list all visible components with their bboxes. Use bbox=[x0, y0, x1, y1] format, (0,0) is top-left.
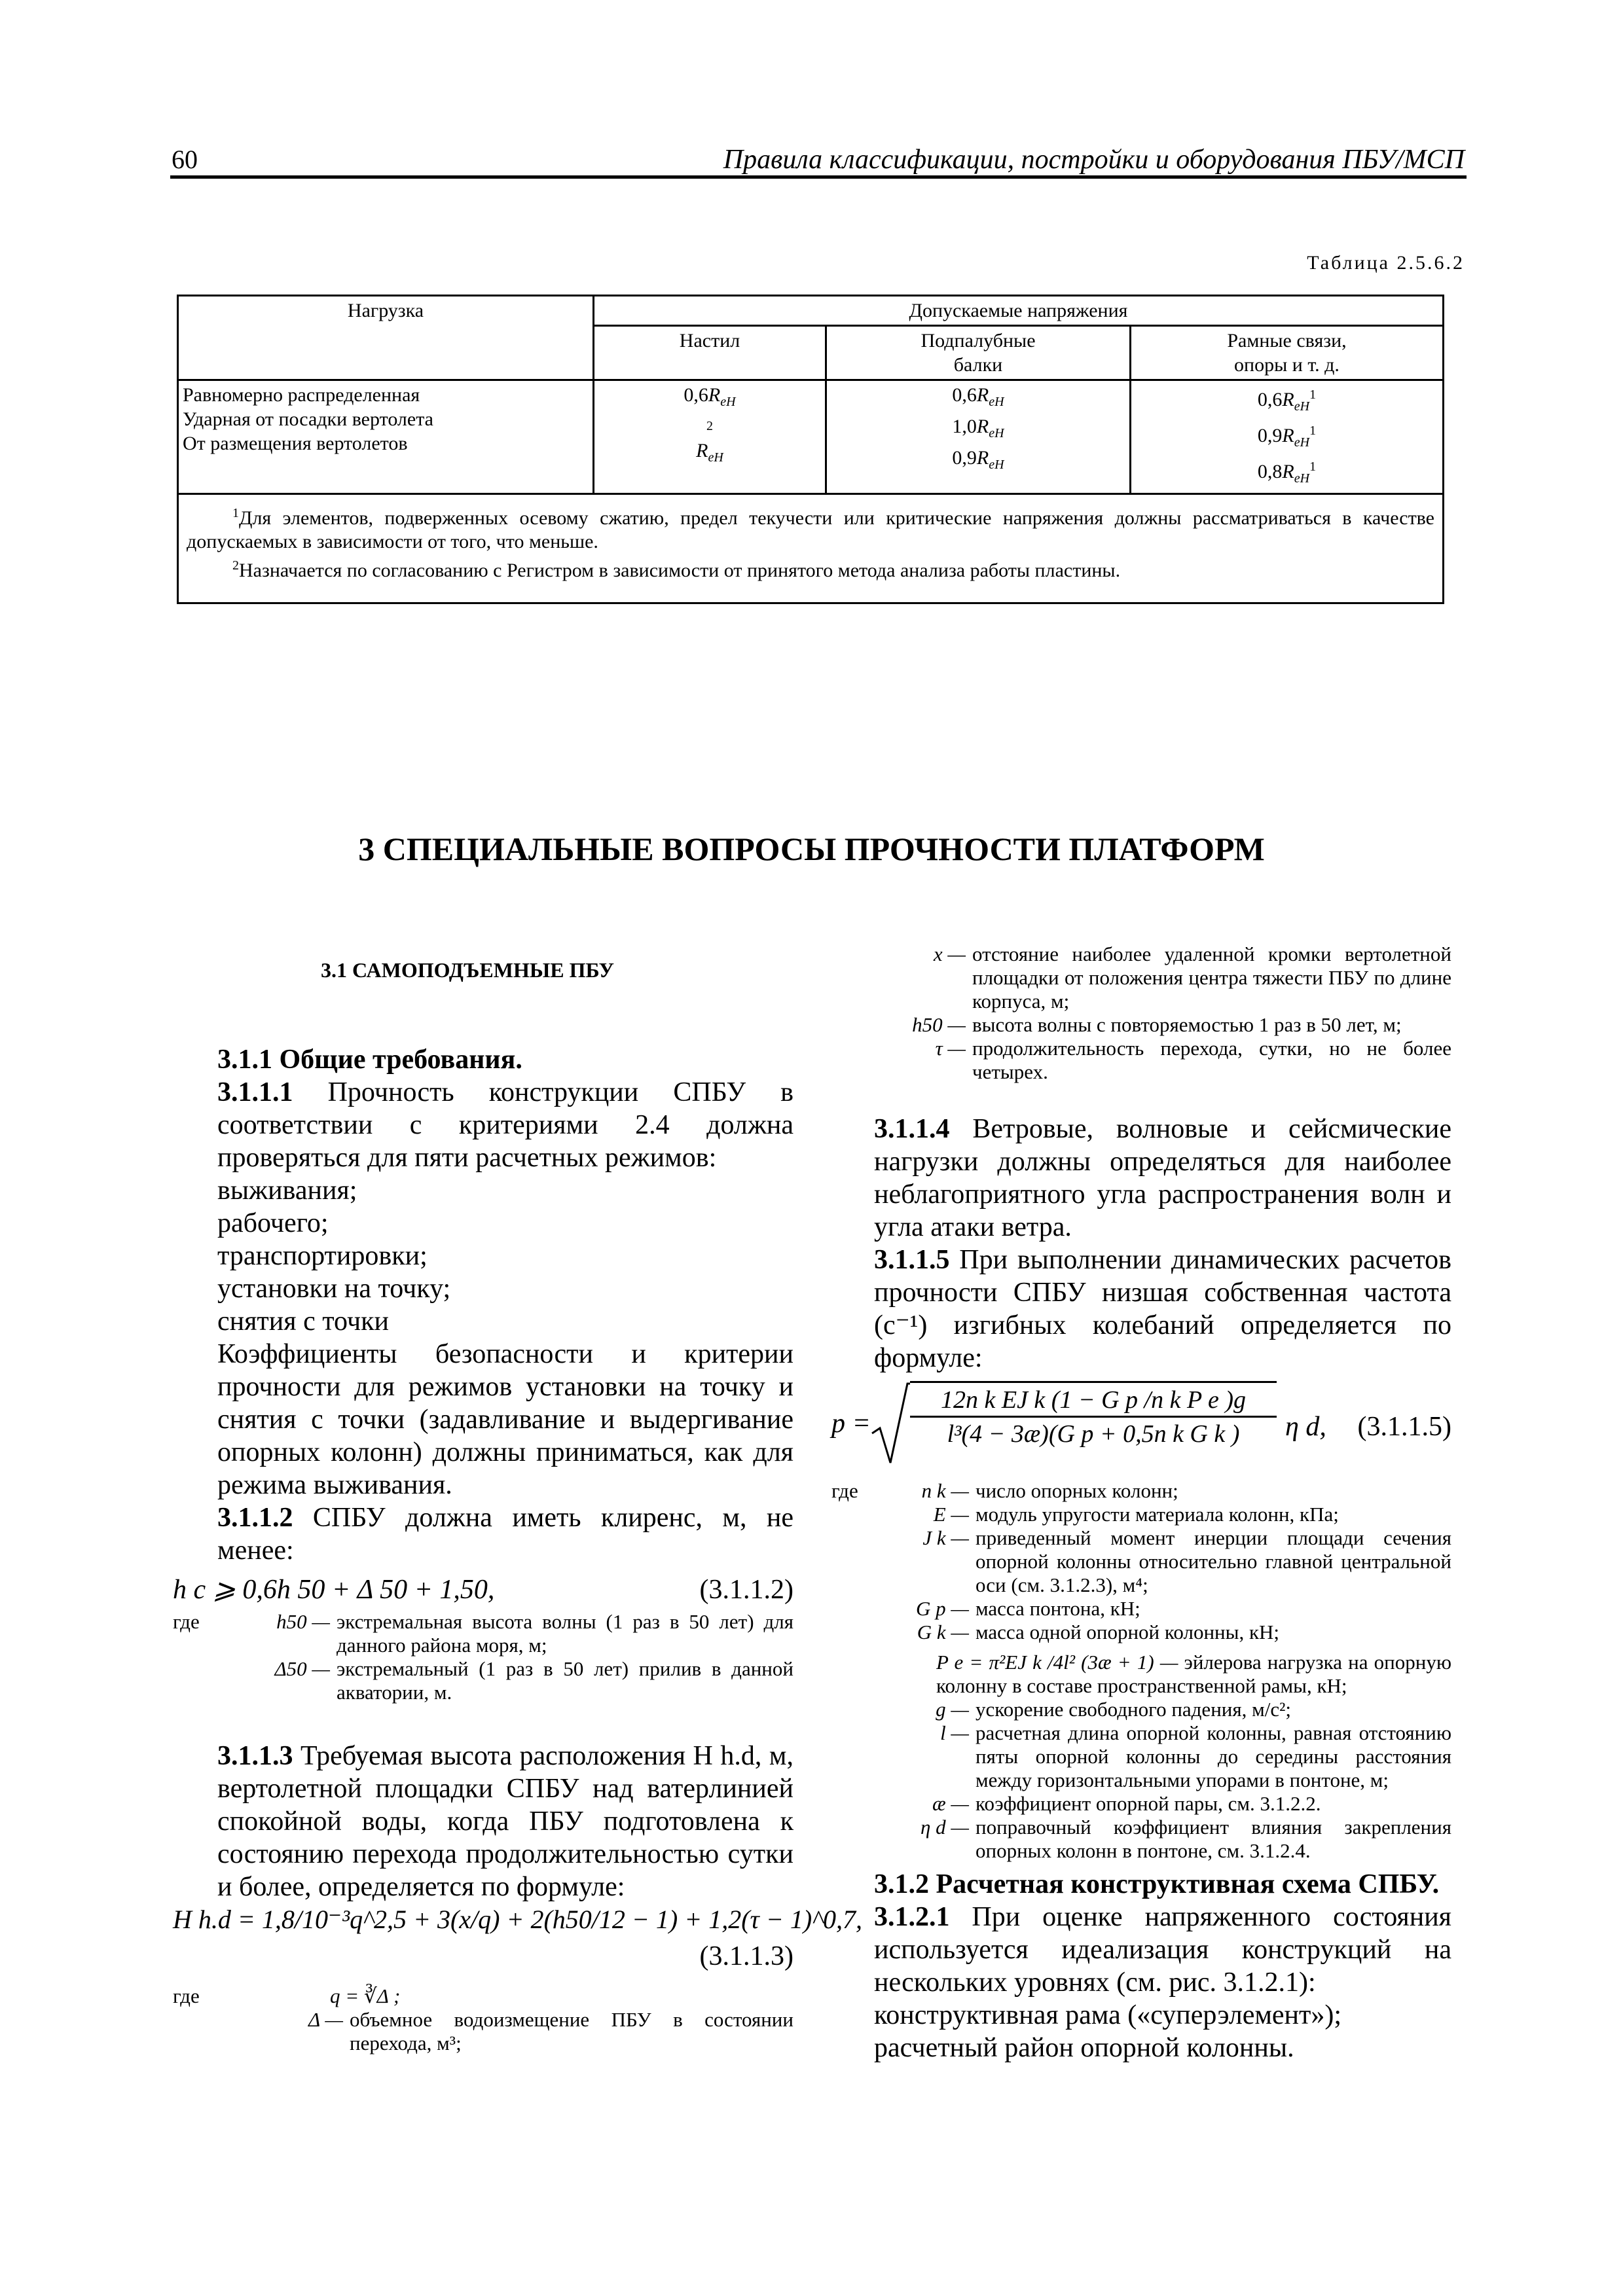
symbol-sub: eH bbox=[720, 395, 736, 409]
def-symbol: g — bbox=[936, 1698, 969, 1721]
def-text: экстремальный (1 раз в 50 лет) прилив в данной акватории, м. bbox=[337, 1657, 793, 1704]
def-item bbox=[831, 1526, 1451, 1597]
def-item bbox=[831, 1698, 1451, 1721]
section-title: 3 СПЕЦИАЛЬНЫЕ ВОПРОСЫ ПРОЧНОСТИ ПЛАТФОРМ bbox=[358, 831, 1265, 867]
def-symbol: q = ∛Δ ; bbox=[330, 1984, 401, 2007]
def-item bbox=[173, 1657, 793, 1704]
beams-row-1 bbox=[831, 383, 1125, 414]
formula-3115-number: (3.1.1.5) bbox=[1357, 1412, 1451, 1442]
deck-value-1: 0,6 bbox=[684, 384, 708, 406]
def-symbol: h50 — bbox=[912, 1013, 966, 1036]
symbol-sub: eH bbox=[1294, 399, 1310, 414]
note-1-text: Для элементов, подверженных осевому сжатию, предел текучести или критические напряжения должны рассматриваться в качестве допускаемых в зависимости от того, что меньше. bbox=[187, 507, 1434, 552]
beams-header-line2: балки bbox=[953, 354, 1003, 376]
def-text: ускорение свободного падения, м/с²; bbox=[976, 1698, 1292, 1721]
p3114 bbox=[874, 1113, 1451, 1244]
mode-item: рабочего; bbox=[217, 1208, 329, 1238]
table-notes-row bbox=[178, 494, 1444, 603]
def-symbol: x — bbox=[933, 942, 966, 965]
beams-value-3: 0,9 bbox=[952, 447, 977, 469]
def-item bbox=[831, 1503, 1451, 1526]
page-number: 60 bbox=[172, 145, 198, 174]
def-text: продолжительность перехода, сутки, но не более четырех. bbox=[972, 1037, 1451, 1083]
defs-3113-continued bbox=[874, 942, 1451, 1084]
def-text: поправочный коэффициент влияния закрепления опорных колонн в понтоне, см. 3.1.2.4. bbox=[976, 1816, 1451, 1862]
note-ref: 1 bbox=[1309, 387, 1317, 402]
p311 bbox=[217, 1043, 793, 1076]
def-symbol: η d — bbox=[921, 1816, 969, 1839]
def-item bbox=[831, 1479, 1451, 1503]
load-row-2: Ударная от посадки вертолета bbox=[183, 408, 433, 430]
note-1-mark: 1 bbox=[232, 506, 239, 520]
load-row-1: Равномерно распределенная bbox=[183, 384, 420, 406]
left-column bbox=[173, 1043, 863, 2055]
symbol-sub: eH bbox=[1294, 435, 1310, 450]
def-symbol: Δ — bbox=[308, 2008, 343, 2031]
table-header-row bbox=[178, 296, 1444, 326]
p3111-num: 3.1.1.1 bbox=[217, 1077, 293, 1107]
def-text: приведенный момент инерции площади сечения опорной колонны относительно главной центральной оси (см. 3.1.2.3), м⁴; bbox=[976, 1526, 1451, 1596]
p3113 bbox=[217, 1740, 793, 1903]
p3115 bbox=[874, 1244, 1451, 1374]
beams-cell bbox=[826, 380, 1131, 494]
p312-num: 3.1.2 bbox=[874, 1869, 929, 1899]
def-symbol: G k — bbox=[917, 1621, 969, 1643]
def-text: модуль упругости материала колонн, кПа; bbox=[976, 1503, 1339, 1526]
def-item bbox=[173, 1984, 793, 2008]
def-symbol: æ — bbox=[932, 1792, 969, 1815]
subsection-title: 3.1 САМОПОДЪЕМНЫЕ ПБУ bbox=[321, 958, 615, 982]
formula-3115-eta: η d, bbox=[1285, 1412, 1326, 1442]
beams-value-1: 0,6 bbox=[952, 384, 977, 406]
p3121 bbox=[874, 1901, 1451, 1999]
p3112 bbox=[217, 1501, 793, 1567]
defs-3113 bbox=[173, 1984, 793, 2055]
col-frames-header bbox=[1131, 326, 1444, 380]
symbol-R: R bbox=[1282, 461, 1294, 482]
deck-row-3 bbox=[598, 439, 821, 470]
col-deck-header: Настил bbox=[594, 326, 826, 380]
symbol-R: R bbox=[1282, 389, 1294, 410]
def-text: высота волны с повторяемостью 1 раз в 50 лет, м; bbox=[972, 1013, 1402, 1036]
symbol-R: R bbox=[1282, 425, 1294, 446]
note-1 bbox=[187, 501, 1434, 554]
formula-3112-number: (3.1.1.2) bbox=[699, 1575, 793, 1605]
symbol-R: R bbox=[708, 384, 721, 406]
def-item bbox=[831, 1597, 1451, 1621]
col-beams-header bbox=[826, 326, 1131, 380]
note-ref: 1 bbox=[1309, 459, 1317, 474]
p3115-num: 3.1.1.5 bbox=[874, 1245, 950, 1275]
frames-header-line2: опоры и т. д. bbox=[1234, 354, 1340, 376]
def-symbol: τ — bbox=[935, 1037, 966, 1060]
def-item bbox=[831, 1816, 1451, 1863]
p3111 bbox=[217, 1076, 793, 1174]
beams-value-2: 1,0 bbox=[952, 416, 977, 437]
symbol-sub: eH bbox=[989, 426, 1004, 440]
sqrt-body bbox=[910, 1381, 1277, 1450]
formula-3115 bbox=[831, 1381, 1451, 1473]
def-item bbox=[173, 2008, 793, 2055]
p3111-text: Прочность конструкции СПБУ в соответствии с критериями 2.4 должна проверяться для пяти расчетных режимов: bbox=[217, 1077, 793, 1173]
note-ref: 1 bbox=[1309, 423, 1317, 438]
frames-value-3: 0,8 bbox=[1257, 461, 1283, 482]
deck-row-1 bbox=[598, 383, 821, 414]
frames-value-2: 0,9 bbox=[1257, 425, 1283, 446]
def-symbol: n k — bbox=[921, 1479, 969, 1502]
level-item: конструктивная рама («суперэлемент»); bbox=[874, 2000, 1342, 2030]
p3112-text: СПБУ должна иметь клиренс, м, не менее: bbox=[217, 1503, 794, 1566]
formula-3113-text: H h.d = 1,8/10⁻³q^2,5 + 3(x/q) + 2(h50/12 − 1) + 1,2(τ − 1)^0,7, bbox=[173, 1905, 863, 1934]
beams-header-line1: Подпалубные bbox=[921, 330, 1036, 351]
mode-item: установки на точку; bbox=[217, 1274, 451, 1304]
col-allowed-header: Допускаемые напряжения bbox=[594, 296, 1444, 326]
def-symbol: l — bbox=[940, 1721, 969, 1744]
symbol-R: R bbox=[976, 416, 989, 437]
def-symbol: G p — bbox=[916, 1597, 969, 1620]
frames-row-3 bbox=[1135, 455, 1438, 491]
def-text: масса одной опорной колонны, кН; bbox=[976, 1621, 1280, 1643]
def-text: эйлерова нагрузка на опорную колонну в составе пространственной рамы, кН; bbox=[936, 1651, 1451, 1697]
formula-3113 bbox=[173, 1903, 863, 1977]
p3121-num: 3.1.2.1 bbox=[874, 1902, 950, 1932]
frames-row-1 bbox=[1135, 383, 1438, 419]
col-load-header: Нагрузка bbox=[178, 296, 594, 380]
header-rule bbox=[170, 175, 1467, 179]
symbol-R: R bbox=[696, 440, 708, 461]
frames-row-2 bbox=[1135, 419, 1438, 455]
symbol-sub: eH bbox=[989, 457, 1004, 472]
def-symbol: h50 — bbox=[276, 1610, 330, 1633]
table-caption: Таблица 2.5.6.2 bbox=[1307, 252, 1465, 274]
def-text: экстремальная высота волны (1 раз в 50 лет) для данного района моря, м; bbox=[337, 1610, 793, 1657]
where-label: где bbox=[831, 1479, 858, 1502]
def-item bbox=[874, 1013, 1451, 1037]
frames-value-1: 0,6 bbox=[1257, 389, 1283, 410]
def-text: масса понтона, кН; bbox=[976, 1597, 1140, 1620]
deck-cell bbox=[594, 380, 826, 494]
def-item bbox=[173, 1610, 793, 1657]
symbol-R: R bbox=[976, 384, 989, 406]
def-symbol: Δ50 — bbox=[274, 1657, 330, 1680]
note-2 bbox=[187, 554, 1434, 583]
def-symbol: E — bbox=[933, 1503, 969, 1526]
formula-3115-numerator: 12n k EJ k (1 − G p /n k P e )g bbox=[910, 1384, 1277, 1418]
p3114-num: 3.1.1.4 bbox=[874, 1114, 950, 1144]
def-text: коэффициент опорной пары, см. 3.1.2.2. bbox=[976, 1792, 1321, 1815]
mode-item: выживания; bbox=[217, 1175, 357, 1206]
formula-3113-number: (3.1.1.3) bbox=[699, 1941, 793, 1971]
p312-title: Расчетная конструктивная схема СПБУ. bbox=[936, 1869, 1440, 1899]
load-cell bbox=[178, 380, 594, 494]
def-item bbox=[831, 1721, 1451, 1792]
right-column bbox=[831, 1113, 1452, 2064]
def-symbol: J k — bbox=[922, 1526, 969, 1549]
where-label: где bbox=[173, 1610, 200, 1633]
table-notes bbox=[178, 494, 1444, 603]
note-2-text: Назначается по согласованию с Регистром в зависимости от принятого метода анализа работы пластины. bbox=[239, 560, 1121, 581]
p3114-text: Ветровые, волновые и сейсмические нагрузки должны определяться для наиболее неблагоприятного угла распространения волн и угла атаки ветра. bbox=[874, 1114, 1451, 1242]
def-item bbox=[831, 1651, 1451, 1698]
deck-row-2: 2 bbox=[706, 419, 713, 433]
def-text: расчетная длина опорной колонны, равная отстоянию пяты опорной колонны до середины расстояния между горизонтальными упорами в понтоне, м; bbox=[976, 1721, 1451, 1791]
where-label: где bbox=[173, 1984, 200, 2007]
formula-3112-text: h c ⩾ 0,6h 50 + Δ 50 + 1,50, bbox=[173, 1575, 495, 1605]
modes-list bbox=[217, 1174, 793, 1338]
def-item bbox=[831, 1792, 1451, 1816]
def-text: отстояние наиболее удаленной кромки вертолетной площадки от положения центра тяжести ПБУ по длине корпуса, м; bbox=[972, 942, 1451, 1013]
formula-3115-denominator: l³(4 − 3æ)(G p + 0,5n k G k ) bbox=[947, 1420, 1240, 1448]
p3113-text: Требуемая высота расположения H h.d, м, вертолетной площадки СПБУ над ватерлинией спокойной воды, когда ПБУ подготовлена к состоянию перехода продолжительностью сутки и более, определяется по формуле: bbox=[217, 1741, 794, 1902]
table-body-row bbox=[178, 380, 1444, 494]
frames-cell bbox=[1131, 380, 1444, 494]
sqrt-sign-icon bbox=[871, 1381, 910, 1466]
p311-num: 3.1.1 bbox=[217, 1045, 272, 1075]
note-2-mark: 2 bbox=[232, 558, 239, 573]
beams-row-2 bbox=[831, 414, 1125, 446]
p3115-text: При выполнении динамических расчетов прочности СПБУ низшая собственная частота (с⁻¹) изгибных колебаний определяется по формуле: bbox=[874, 1245, 1452, 1373]
level-item: расчетный район опорной колонны. bbox=[874, 2033, 1294, 2063]
frames-header-line1: Рамные связи, bbox=[1227, 330, 1347, 351]
def-item bbox=[874, 1037, 1451, 1084]
def-item bbox=[874, 942, 1451, 1013]
mode-item: снятия с точки bbox=[217, 1306, 389, 1336]
p311-title: Общие требования. bbox=[279, 1045, 522, 1075]
mode-item: транспортировки; bbox=[217, 1241, 428, 1271]
p3112-num: 3.1.1.2 bbox=[217, 1503, 293, 1533]
symbol-sub: eH bbox=[708, 450, 723, 465]
stress-table bbox=[177, 295, 1444, 604]
p-coef: Коэффициенты безопасности и критерии прочности для режимов установки на точку и снятия с точки (задавливание и выдергивание опорных колонн) должны приниматься, как для режима выживания. bbox=[217, 1339, 793, 1500]
defs-3115 bbox=[831, 1479, 1451, 1863]
p312 bbox=[874, 1868, 1451, 1901]
symbol-sub: eH bbox=[1294, 471, 1310, 486]
symbol-sub: eH bbox=[989, 395, 1004, 409]
formula-3112 bbox=[173, 1573, 793, 1610]
beams-row-3 bbox=[831, 446, 1125, 477]
formula-3115-lhs: p = bbox=[831, 1408, 871, 1439]
load-row-3: От размещения вертолетов bbox=[183, 433, 408, 454]
p3113-num: 3.1.1.3 bbox=[217, 1741, 293, 1771]
defs-3112 bbox=[173, 1610, 793, 1704]
running-title: Правила классификации, постройки и оборудования ПБУ/МСП bbox=[723, 145, 1465, 175]
def-item bbox=[831, 1621, 1451, 1644]
def-text: число опорных колонн; bbox=[976, 1479, 1178, 1502]
p3121-text: При оценке напряженного состояния используется идеализация конструкций на нескольких уровнях (см. рис. 3.1.2.1): bbox=[874, 1902, 1451, 1998]
def-text: объемное водоизмещение ПБУ в состоянии перехода, м³; bbox=[350, 2008, 793, 2054]
symbol-R: R bbox=[976, 447, 989, 469]
def-symbol: P e = π²EJ k /4l² (3æ + 1) — bbox=[936, 1651, 1178, 1674]
